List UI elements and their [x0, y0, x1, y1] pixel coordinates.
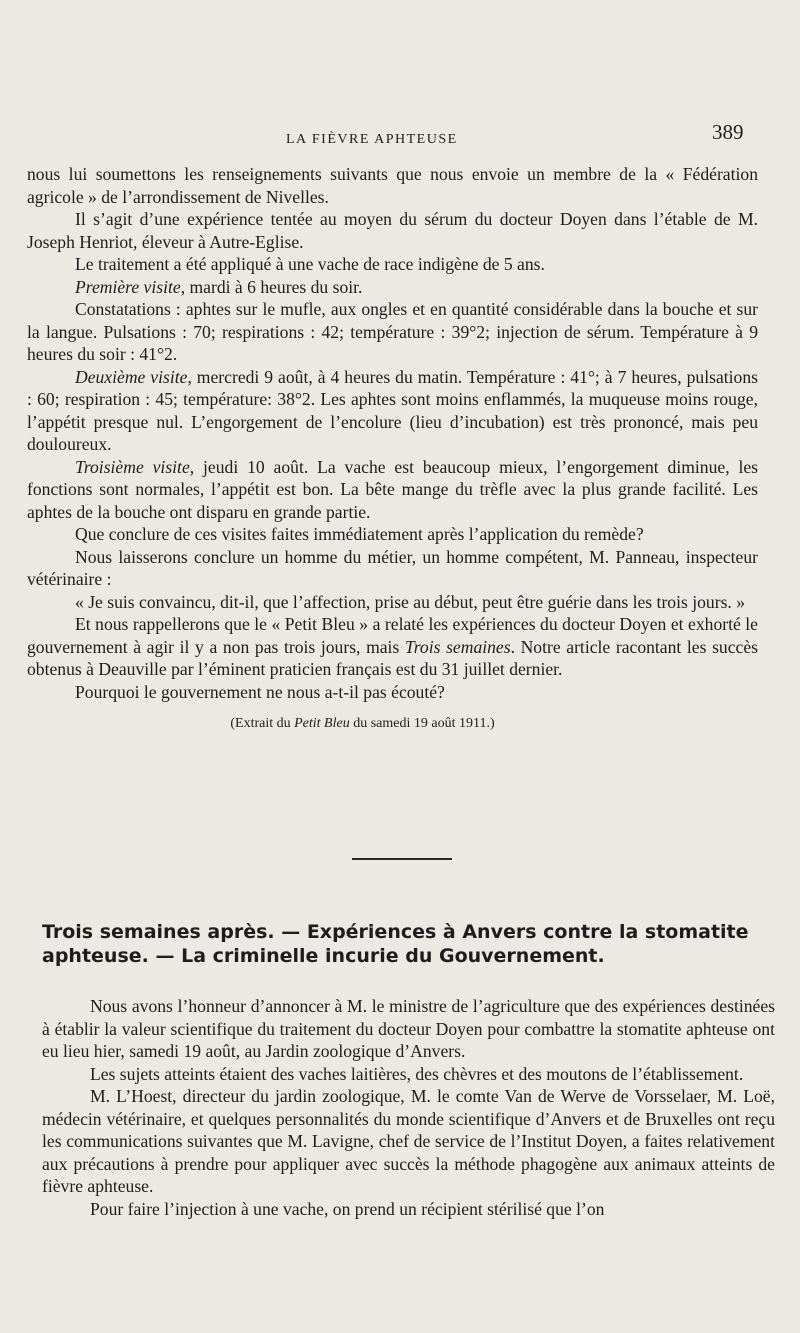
source-citation	[27, 713, 758, 736]
section-title: Trois semaines après. — Expériences à Anvers contre la stomatite aphteuse. — La criminelle incurie du Gouvernement.	[42, 921, 749, 967]
paragraph	[27, 276, 758, 299]
paragraph-text: , jeudi 10 août. La vache est beaucoup mieux, l’engorgement diminue, les fonctions sont normales, l’appétit est bon. La bête mange du trèfle avec la plus grande facilité. Les aphtes de la bouche ont disparu en grande partie.	[27, 456, 759, 522]
paragraph-text: , mardi à 6 heures du soir.	[180, 276, 363, 297]
section-divider	[352, 858, 452, 860]
paragraph	[27, 366, 758, 456]
citation-title: Petit Bleu	[294, 716, 350, 731]
paragraph: M. L’Hoest, directeur du jardin zoologique, M. le comte Van de Werve de Vorsselaer, M. Loë, médecin vétérinaire, et quelques personnalités du monde scientifique d’Anvers et de Bruxelles ont reçu les communications suivantes que M. Lavigne, chef de service de l’Institut Doyen, a faites relativement aux précautions à prendre pour appliquer avec succès la méthode phagogène aux animaux atteints de fièvre aphteuse.	[42, 1086, 775, 1196]
paragraph: nous lui soumettons les renseignements suivants que nous envoie un membre de la « Fédération agricole » de l’arrondissement de Nivelles.	[27, 164, 758, 207]
paragraph-text: Et nous rappellerons que le « Petit Bleu » a relaté les expériences du docteur Doyen et exhorté le gouvernement à agir il y a non pas trois jours, mais	[27, 614, 758, 657]
emphasis: Trois semaines	[404, 636, 511, 657]
paragraph: Il s’agit d’une expérience tentée au moyen du sérum du docteur Doyen dans l’étable de M. Joseph Henriot, éleveur à Autre-Eglise.	[27, 209, 758, 252]
page-header	[0, 118, 800, 152]
paragraph: Le traitement a été appliqué à une vache de race indigène de 5 ans.	[75, 254, 545, 274]
paragraph: Les sujets atteints étaient des vaches laitières, des chèvres et des moutons de l’établissement.	[90, 1063, 744, 1084]
visit-label: Deuxième visite	[75, 366, 188, 387]
citation-text: du samedi 19 août 1911.)	[349, 716, 495, 731]
section-body	[42, 995, 775, 1220]
quote-paragraph: « Je suis convaincu, dit-il, que l’affection, prise au début, peut être guérie dans les trois jours. »	[75, 591, 746, 612]
citation-text: (Extrait du	[230, 716, 295, 731]
paragraph-text: . Notre article racontant les succès obtenus à Deauville par l’éminent praticien français est du 31 juillet dernier.	[27, 636, 758, 679]
paragraph: Pour faire l’injection à une vache, on prend un récipient stérilisé que l’on	[90, 1198, 605, 1219]
paragraph	[27, 456, 758, 524]
paragraph: Nous laisserons conclure un homme du métier, un homme compétent, M. Panneau, inspecteur vétérinaire :	[27, 546, 758, 589]
paragraph	[27, 613, 758, 681]
paragraph-text: , mercredi 9 août, à 4 heures du matin. Température : 41°; à 7 heures, pulsations : 60; respiration : 45; température: 38°2. Les aphtes sont moins enflammés, la muqueuse moins rouge, l’appétit presque nul. L’engorgement de l’encolure (lieu d’incubation) est très prononcé, mais peu douloureux.	[27, 366, 758, 454]
paragraph: Pourquoi le gouvernement ne nous a-t-il pas écouté?	[75, 681, 445, 702]
running-head: LA FIÈVRE APHTEUSE	[286, 132, 458, 147]
paragraph: Constatations : aphtes sur le mufle, aux ongles et en quantité considérable dans la bouche et sur la langue. Pulsations : 70; respirations : 42; température : 39°2; injection de sérum. Température à 9 heures du soir : 41°2.	[27, 299, 758, 364]
paragraph: Que conclure de ces visites faites immédiatement après l’application du remède?	[75, 524, 644, 544]
body-text	[27, 163, 758, 736]
visit-label: Troisième visite	[75, 456, 190, 477]
page-number: 389	[712, 120, 744, 144]
visit-label: Première visite	[75, 276, 181, 297]
paragraph: Nous avons l’honneur d’annoncer à M. le ministre de l’agriculture que des expériences destinées à établir la valeur scientifique du traitement du docteur Doyen pour combattre la stomatite aphteuse ont eu lieu hier, samedi 19 août, au Jardin zoologique d’Anvers.	[42, 996, 775, 1061]
